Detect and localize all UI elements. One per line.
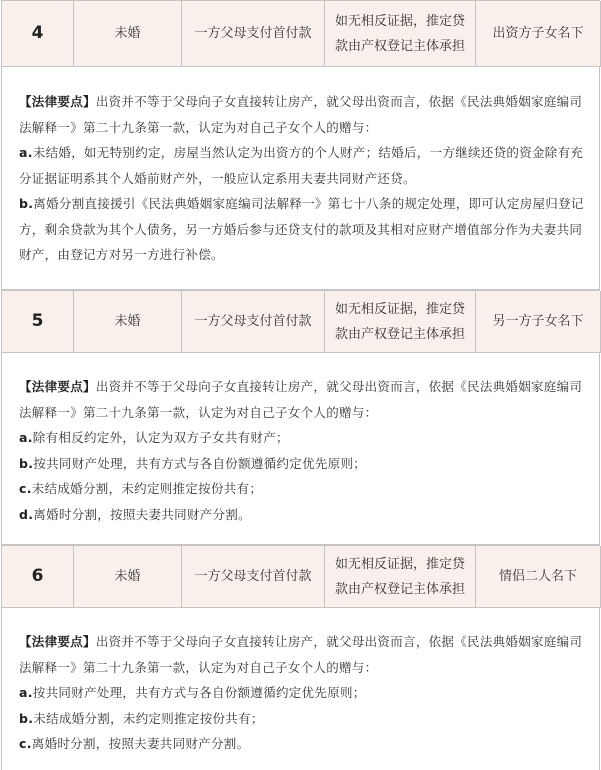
row-number: 6 xyxy=(2,546,74,608)
note-title: 【法律要点】 xyxy=(19,94,96,109)
note-item-label: a. xyxy=(19,430,33,445)
note-item xyxy=(19,680,585,706)
note-item-label: b. xyxy=(19,196,34,211)
note-item xyxy=(19,731,585,757)
note-item xyxy=(19,706,585,732)
note-item-text: 离婚分割直接援引《民法典婚姻家庭编司法解释一》第七十八条的规定处理，即可认定房屋归登记方，剩余贷款为其个人债务，另一方婚后参与还贷支付的款项及其相对应财产增值部分作为夫妻共同财产，由登记方对另一方进行补偿。 xyxy=(19,196,584,262)
note-item-label: a. xyxy=(19,685,33,700)
marital-status-cell: 未婚 xyxy=(74,1,182,67)
note-intro-text: 出资并不等于父母向子女直接转让房产，就父母出资而言，依据《民法典婚姻家庭编司法解释一》第二十九条第一款，认定为对自己子女个人的赠与： xyxy=(19,634,583,675)
note-item-text: 离婚时分割，按照夫妻共同财产分割。 xyxy=(31,736,250,751)
payment-cell: 一方父母支付首付款 xyxy=(182,291,325,353)
note-item xyxy=(19,140,585,191)
table-row xyxy=(1,0,600,67)
note-item-label: b. xyxy=(19,455,34,471)
note-item-text: 未结成婚分割，未约定则推定按份共有； xyxy=(33,710,264,726)
note-item-text: 除有相反约定外，认定为双方子女共有财产； xyxy=(32,430,289,445)
loan-cell: 如无相反证据，推定贷款由产权登记主体承担 xyxy=(325,291,476,353)
note-item-label: b. xyxy=(19,710,34,726)
note-item xyxy=(19,191,585,268)
note-intro xyxy=(19,374,585,425)
owner-cell: 另一方子女名下 xyxy=(476,291,601,353)
note-item xyxy=(19,425,585,451)
row-number: 4 xyxy=(2,1,74,67)
legal-note xyxy=(1,608,600,770)
note-intro xyxy=(19,629,585,680)
note-item-text: 按共同财产处理，共有方式与各自份额遵循约定优先原则； xyxy=(32,685,366,700)
note-title: 【法律要点】 xyxy=(19,634,96,649)
note-item-text: 按共同财产处理，共有方式与各自份额遵循约定优先原则； xyxy=(33,455,367,471)
owner-cell: 出资方子女名下 xyxy=(476,1,601,67)
payment-cell: 一方父母支付首付款 xyxy=(182,1,325,67)
note-title: 【法律要点】 xyxy=(19,379,96,394)
note-item-label: c. xyxy=(19,736,32,751)
note-item-label: c. xyxy=(19,481,32,496)
note-item xyxy=(19,451,585,477)
note-item xyxy=(19,476,585,502)
note-intro-text: 出资并不等于父母向子女直接转让房产，就父母出资而言，依据《民法典婚姻家庭编司法解释一》第二十九条第一款，认定为对自己子女个人的赠与： xyxy=(19,379,583,420)
marital-status-cell: 未婚 xyxy=(74,291,182,353)
note-item-label: a. xyxy=(19,145,33,160)
note-item-text: 未结婚，如无特别约定，房屋当然认定为出资方的个人财产；结婚后，一方继续还贷的资金除有充分证据证明系其个人婚前财产外，一般应认定系用夫妻共同财产还贷。 xyxy=(19,145,584,186)
note-intro xyxy=(19,89,585,140)
row-number: 5 xyxy=(2,291,74,353)
note-item-text: 未结成婚分割，未约定则推定按份共有； xyxy=(31,481,263,496)
note-item-text: 离婚时分割，按照夫妻共同财产分割。 xyxy=(33,506,251,522)
marital-status-cell: 未婚 xyxy=(74,546,182,608)
payment-cell: 一方父母支付首付款 xyxy=(182,546,325,608)
note-intro-text: 出资并不等于父母向子女直接转让房产，就父母出资而言，依据《民法典婚姻家庭编司法解释一》第二十九条第一款，认定为对自己子女个人的赠与： xyxy=(19,94,583,135)
note-item xyxy=(19,502,585,528)
note-item-label: d. xyxy=(19,506,34,522)
loan-cell: 如无相反证据，推定贷款由产权登记主体承担 xyxy=(325,546,476,608)
legal-table xyxy=(1,0,600,770)
legal-note xyxy=(1,67,600,290)
legal-note xyxy=(1,353,600,545)
loan-cell: 如无相反证据，推定贷款由产权登记主体承担 xyxy=(325,1,476,67)
table-row xyxy=(1,545,600,608)
table-row xyxy=(1,290,600,353)
owner-cell: 情侣二人名下 xyxy=(476,546,601,608)
